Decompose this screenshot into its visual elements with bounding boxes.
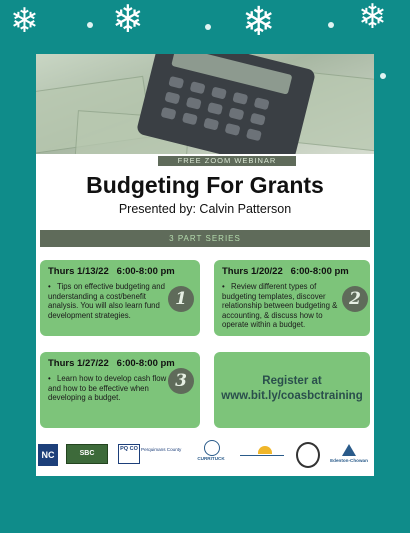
snowflake-icon: ❄ [358, 0, 387, 37]
seal-logo [296, 442, 320, 468]
sun-logo [240, 444, 284, 466]
snowflake-icon: ❄ [242, 0, 276, 45]
edenton-logo: Edenton-Chowan [326, 444, 372, 468]
session-time: 6:00-8:00 pm [116, 266, 175, 277]
series-banner: 3 PART SERIES [40, 230, 370, 247]
sponsor-logos [36, 438, 374, 476]
page-title: Budgeting For Grants [86, 172, 324, 198]
snow-dot [328, 22, 334, 28]
perquimans-logo: PQ CO Perquimans County [118, 444, 182, 464]
session-card-2: Thurs 1/20/22 6:00-8:00 pm • Review different types of budgeting templates, discover relationship between budgeting & accounting, & discuss how to operate within a budget. 2 [214, 260, 370, 336]
snowflake-icon: ❄ [10, 1, 39, 41]
session-time: 6:00-8:00 pm [116, 358, 175, 369]
session-date: Thurs 1/27/22 [48, 358, 109, 369]
flyer [36, 54, 374, 476]
calculator-image [136, 54, 316, 154]
snow-dot [380, 73, 386, 79]
nc-logo: NC [38, 444, 58, 466]
session-card-3: Thurs 1/27/22 6:00-8:00 pm • Learn how to develop cash flow and how to be effective when developing a budget. 3 [40, 352, 200, 428]
session-date: Thurs 1/13/22 [48, 266, 109, 277]
register-label: Register at [262, 375, 322, 387]
number-badge-icon: 1 [168, 286, 194, 312]
presenter-line: Presented by: Calvin Patterson [118, 202, 292, 216]
webinar-label: FREE ZOOM WEBINAR [158, 156, 296, 166]
register-link[interactable]: www.bit.ly/coasbctraining [221, 390, 363, 402]
register-card[interactable] [214, 352, 370, 428]
snow-dot [87, 22, 93, 28]
header-photo [36, 54, 374, 154]
session-time: 6:00-8:00 pm [290, 266, 349, 277]
snowflake-icon: ❄ [112, 0, 144, 41]
session-description: Tips on effective budgeting and understanding a cost/benefit analysis. You will also learn fund development strategies. [48, 282, 165, 320]
snow-dot [205, 24, 211, 30]
number-badge-icon: 2 [342, 286, 368, 312]
session-card-1: Thurs 1/13/22 6:00-8:00 pm • Tips on effective budgeting and understanding a cost/benefit analysis. You will also learn fund development strategies. 1 [40, 260, 200, 336]
session-description: Review different types of budgeting templates, discover relationship between budgeting & accounting, & discuss how to operate within a budget. [222, 282, 338, 330]
currituck-logo: CURRITUCK [192, 440, 230, 466]
session-description: Learn how to develop cash flow and how to be effective when developing a budget. [48, 374, 167, 403]
session-date: Thurs 1/20/22 [222, 266, 283, 277]
number-badge-icon: 3 [168, 368, 194, 394]
sbc-logo: SBC [66, 444, 108, 464]
